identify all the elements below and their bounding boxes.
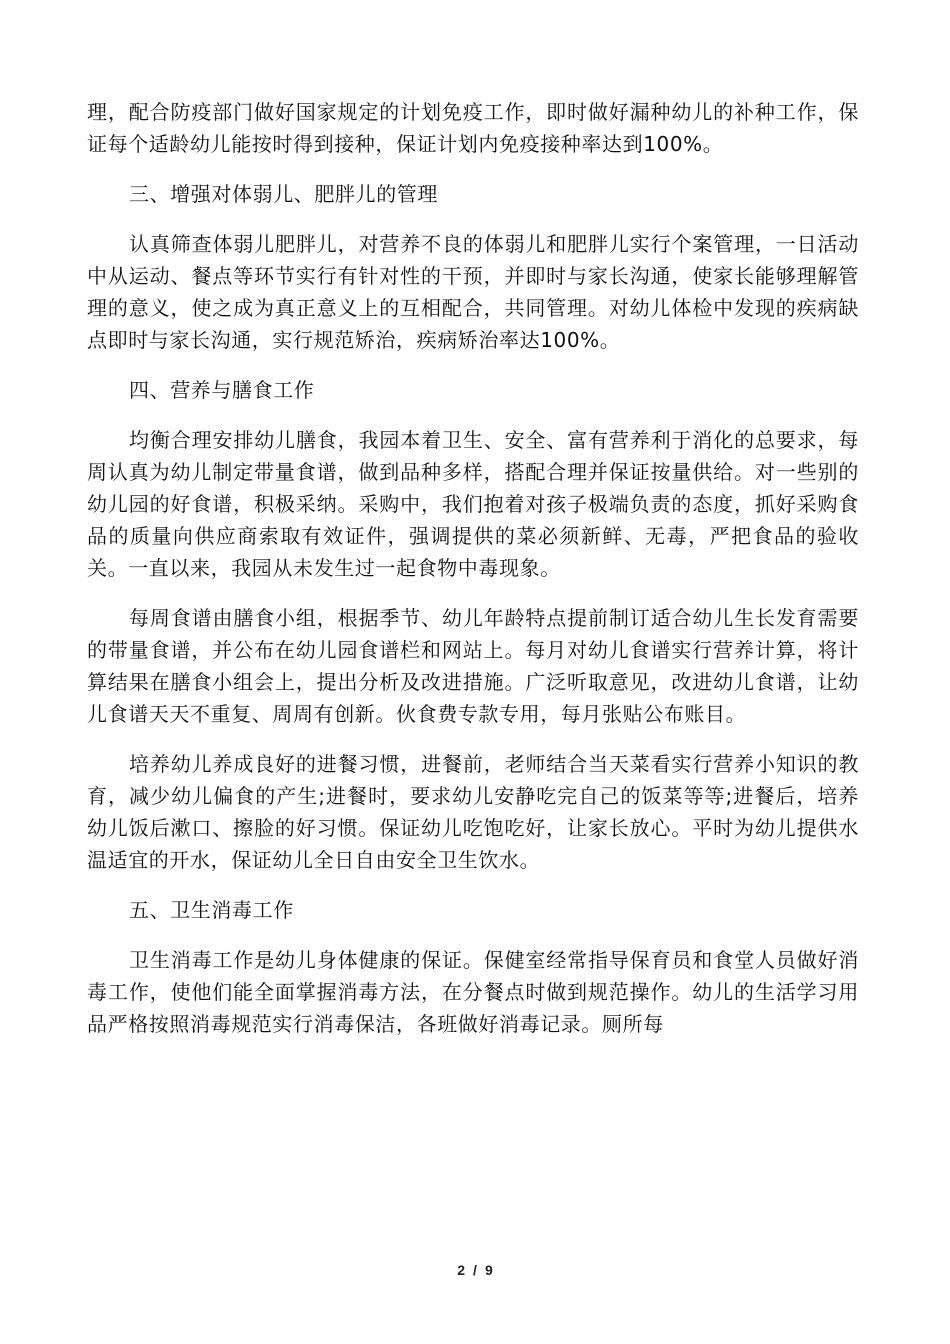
paragraph-diet-arrangement: 均衡合理安排幼儿膳食，我园本着卫生、安全、富有营养利于消化的总要求，每周认真为幼儿制定带量食谱，做到品种多样，搭配合理并保证按量供给。对一些别的幼儿园的好食谱，积极采纳。采购中，我们抱着对孩子极端负责的态度，抓好采购食品的质量向供应商索取有效证件，强调提供的菜必须新鲜、无毒，严把食品的验收关。一直以来，我园从未发生过一起食物中毒现象。 [87, 428, 859, 580]
section-heading-4: 四、营养与膳食工作 [129, 378, 315, 402]
paragraph-weekly-menu: 每周食谱由膳食小组，根据季节、幼儿年龄特点提前制订适合幼儿生长发育需要的带量食谱，并公布在幼儿园食谱栏和网站上。每月对幼儿食谱实行营养计算，将计算结果在膳食小组会上，提出分析及改进措施。广泛听取意见，改进幼儿食谱，让幼儿食谱天天不重复、周周有创新。伙食费专款专用，每月张贴公布账目。 [87, 606, 859, 726]
section-heading-5: 五、卫生消毒工作 [129, 898, 294, 922]
paragraph-weak-obese-management: 认真筛查体弱儿肥胖儿，对营养不良的体弱儿和肥胖儿实行个案管理，一日活动中从运动、餐点等环节实行有针对性的干预，并即时与家长沟通，使家长能够理解管理的意义，使之成为真正意义上的互相配合，共同管理。对幼儿体检中发现的疾病缺点即时与家长沟通，实行规范矫治，疾病矫治率达100%。 [87, 232, 859, 352]
total-page-count: 9 [484, 1262, 493, 1278]
page-separator: / [473, 1262, 477, 1278]
paragraph-disinfection: 卫生消毒工作是幼儿身体健康的保证。保健室经常指导保育员和食堂人员做好消毒工作，使他们能全面掌握消毒方法，在分餐点时做到规范操作。幼儿的生活学习用品严格按照消毒规范实行消毒保洁，各班做好消毒记录。厕所每 [87, 948, 859, 1036]
section-heading-3: 三、增强对体弱儿、肥胖儿的管理 [129, 182, 438, 206]
paragraph-eating-habits: 培养幼儿养成良好的进餐习惯，进餐前，老师结合当天菜看实行营养小知识的教育，减少幼儿偏食的产生;进餐时，要求幼儿安静吃完自己的饭菜等等;进餐后，培养幼儿饭后漱口、擦脸的好习惯。保证幼儿吃饱吃好，让家长放心。平时为幼儿提供水温适宜的开水，保证幼儿全日自由安全卫生饮水。 [87, 752, 859, 872]
paragraph-continuation: 理，配合防疫部门做好国家规定的计划免疫工作，即时做好漏种幼儿的补种工作，保证每个适龄幼儿能按时得到接种，保证计划内免疫接种率达到100%。 [87, 100, 859, 156]
document-body [87, 96, 859, 1040]
page-number-footer [0, 1262, 950, 1278]
current-page-number: 2 [457, 1262, 466, 1278]
